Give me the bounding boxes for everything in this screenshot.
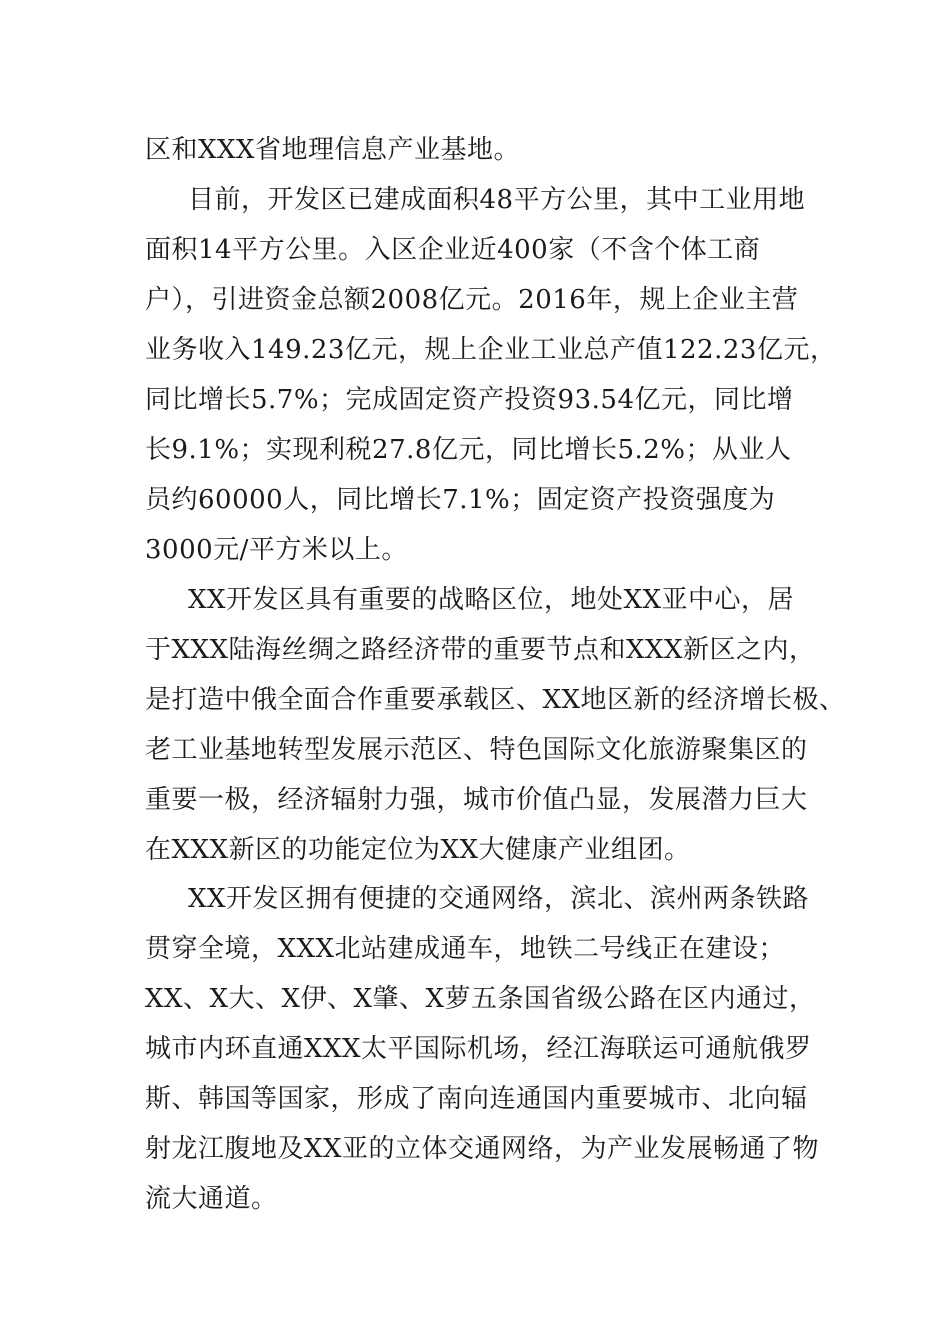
text-line: 在XXX新区的功能定位为XX大健康产业组团。 xyxy=(145,835,691,865)
paragraph-first-line: XX开发区拥有便捷的交通网络，滨北、滨州两条铁路 xyxy=(188,884,810,914)
text-line: 同比增长5.7%；完成固定资产投资93.54亿元，同比增 xyxy=(145,385,794,415)
text-line: 流大通道。 xyxy=(145,1184,278,1214)
text-line: 老工业基地转型发展示范区、特色国际文化旅游聚集区的 xyxy=(145,735,808,765)
paragraph-first-line: 目前，开发区已建成面积48平方公里，其中工业用地 xyxy=(188,185,806,215)
text-line: 户），引进资金总额2008亿元。2016年，规上企业主营 xyxy=(145,285,799,315)
text-line: 贯穿全境，XXX北站建成通车，地铁二号线正在建设； xyxy=(145,934,786,964)
text-line: 业务收入149.23亿元，规上企业工业总产值122.23亿元， xyxy=(145,335,837,365)
text-line: 城市内环直通XXX太平国际机场，经江海联运可通航俄罗 xyxy=(145,1034,812,1064)
text-line: XX、X大、X伊、X肇、X萝五条国省级公路在区内通过， xyxy=(145,984,816,1014)
text-line: 重要一极，经济辐射力强，城市价值凸显，发展潜力巨大 xyxy=(145,785,808,815)
paragraph-first-line: XX开发区具有重要的战略区位，地处XX亚中心，居 xyxy=(188,585,795,615)
text-line: 区和XXX省地理信息产业基地。 xyxy=(145,135,521,165)
text-line: 是打造中俄全面合作重要承载区、XX地区新的经济增长极、 xyxy=(145,685,846,715)
text-line: 射龙江腹地及XX亚的立体交通网络，为产业发展畅通了物 xyxy=(145,1134,820,1164)
text-line: 长9.1%；实现利税27.8亿元，同比增长5.2%；从业人 xyxy=(145,435,792,465)
text-line: 于XXX陆海丝绸之路经济带的重要节点和XXX新区之内， xyxy=(145,635,816,665)
text-line: 员约60000人，同比增长7.1%；固定资产投资强度为 xyxy=(145,485,776,515)
text-line: 3000元/平方米以上。 xyxy=(145,535,408,565)
text-line: 斯、韩国等国家，形成了南向连通国内重要城市、北向辐 xyxy=(145,1084,808,1114)
text-line: 面积14平方公里。入区企业近400家（不含个体工商 xyxy=(145,235,761,265)
